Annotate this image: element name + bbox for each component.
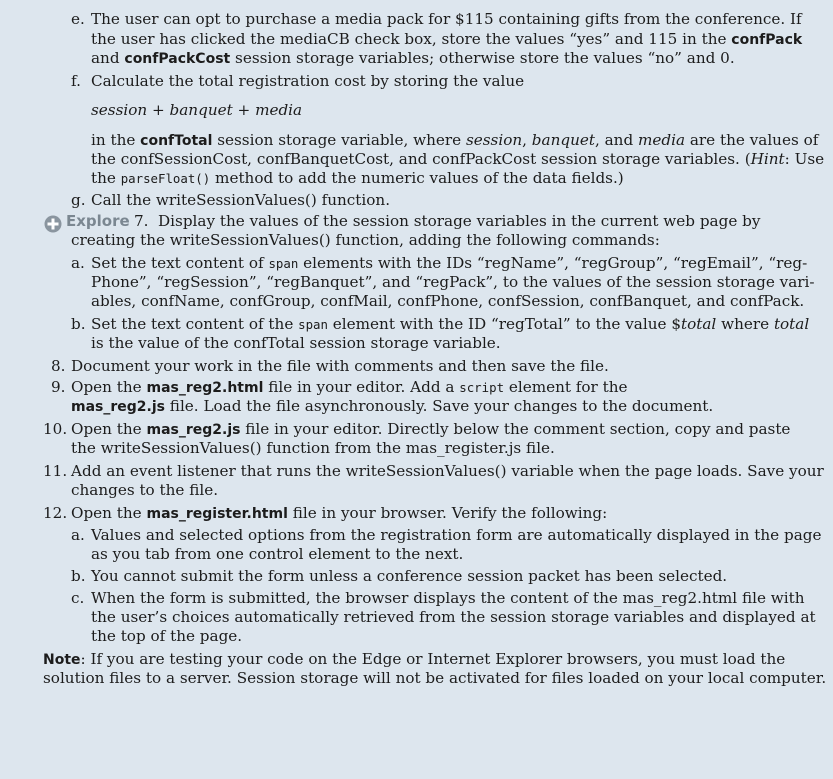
text: total	[773, 315, 810, 333]
text: the user’s choices automatically retrieved from the session storage variables and displayed at	[91, 608, 816, 626]
text: ,	[522, 131, 532, 149]
text: banquet	[531, 131, 595, 149]
item-e-line-3	[91, 49, 735, 70]
text: elements with the IDs “regName”, “regGroup”, “regEmail”, “reg-	[298, 254, 808, 272]
formula	[91, 101, 302, 121]
step-marker: 12.	[43, 504, 68, 522]
text: the	[91, 169, 121, 187]
item-g	[71, 191, 390, 211]
item-marker: a.	[71, 254, 85, 272]
text: where	[716, 315, 774, 333]
file-name: mas_reg2.html	[146, 380, 264, 396]
item-7b-line-1	[71, 315, 809, 335]
item-marker: b.	[71, 315, 86, 333]
code-element: span	[268, 256, 299, 271]
item-e-line-1	[71, 10, 802, 30]
step-10-line-1	[43, 420, 790, 441]
text: in the	[91, 131, 141, 149]
text: , and	[594, 131, 638, 149]
step-10-line-2	[71, 439, 555, 459]
text: element for the	[504, 378, 628, 396]
step-12	[43, 504, 607, 525]
item-7a-line-3	[91, 292, 804, 312]
text: session storage variables; otherwise store the values “no” and 0.	[230, 49, 735, 67]
text: session storage variable, where	[212, 131, 466, 149]
text: Open the	[71, 420, 147, 438]
item-marker: e.	[71, 10, 85, 28]
item-12a-line-1	[71, 526, 821, 546]
code-identifier: confPack	[731, 32, 803, 48]
step-text: Document your work in the file with comments and then save the file.	[71, 357, 609, 375]
code-identifier: confPackCost	[124, 51, 231, 67]
item-marker: c.	[71, 589, 85, 607]
text: Open the	[71, 378, 147, 396]
code-identifier: confTotal	[140, 133, 213, 149]
note-text: solution files to a server. Session storage will not be activated for files loaded on your local computer.	[43, 669, 827, 687]
text: file in your editor. Directly below the comment section, copy and paste	[240, 420, 791, 438]
code-element: span	[298, 317, 328, 332]
text: Values and selected options from the registration form are automatically displayed in the page	[91, 526, 822, 544]
text: and	[91, 49, 125, 67]
explore-label: Explore	[66, 212, 130, 230]
item-12a-line-2	[91, 545, 463, 565]
item-12c-line-3	[91, 627, 242, 647]
note-text: : If you are testing your code on the Edge or Internet Explorer browsers, you must load the	[80, 650, 786, 668]
text: session	[465, 131, 523, 149]
step-8	[51, 357, 609, 377]
item-7a-line-1	[71, 254, 807, 274]
formula-text: session + banquet + media	[91, 101, 303, 119]
step-marker: 7.	[134, 212, 149, 230]
code-element: script	[459, 380, 505, 395]
plus-circle-icon	[44, 215, 62, 233]
note-line-2	[43, 669, 826, 689]
item-12c-line-2	[91, 608, 816, 628]
text: ables, confName, confGroup, confMail, confPhone, confSession, confBanquet, and confPack.	[91, 292, 805, 310]
hint-label: Hint	[750, 150, 785, 168]
step-marker: 8.	[51, 357, 66, 375]
step-7-line-2	[71, 231, 660, 251]
item-f-line-4	[91, 169, 624, 189]
step-marker: 10.	[43, 420, 68, 438]
item-marker: a.	[71, 526, 85, 544]
item-12c-line-1	[71, 589, 805, 609]
text: Phone”, “regSession”, “regBanquet”, and “regPack”, to the values of the session storage vari-	[91, 273, 815, 291]
text: method to add the numeric values of the data fields.)	[210, 169, 624, 187]
text: the writeSessionValues() function from the mas_register.js file.	[71, 439, 555, 457]
step-marker: 9.	[51, 378, 66, 396]
step-9-line-1	[51, 378, 628, 399]
text: file. Load the file asynchronously. Save your changes to the document.	[164, 397, 714, 415]
item-marker: f.	[71, 72, 81, 90]
text: as you tab from one control element to the next.	[91, 545, 464, 563]
text: the top of the page.	[91, 627, 243, 645]
text: Open the	[71, 504, 147, 522]
item-f-line-3	[91, 150, 824, 170]
text: You cannot submit the form unless a conference session packet has been selected.	[91, 567, 728, 585]
item-text: The user can opt to purchase a media pack for $115 containing gifts from the conference. If	[91, 10, 802, 28]
text: element with the ID “regTotal” to the value $	[327, 315, 681, 333]
item-text: Call the writeSessionValues() function.	[91, 191, 391, 209]
item-f-line-2	[91, 131, 818, 152]
file-name: mas_reg2.js	[146, 422, 241, 438]
item-marker: b.	[71, 567, 86, 585]
note-line-1	[43, 650, 785, 671]
text: file in your editor. Add a	[263, 378, 460, 396]
item-text: Calculate the total registration cost by storing the value	[91, 72, 525, 90]
text: Set the text content of	[91, 254, 269, 272]
text: the confSessionCost, confBanquetCost, and confPackCost session storage variables. (	[91, 150, 751, 168]
text: When the form is submitted, the browser displays the content of the mas_reg2.html file with	[91, 589, 805, 607]
step-11-line-1	[43, 462, 824, 482]
step-marker: 11.	[43, 462, 68, 480]
text: is the value of the confTotal session storage variable.	[91, 334, 501, 352]
step-11-line-2	[71, 481, 218, 501]
item-marker: g.	[71, 191, 86, 209]
file-name: mas_register.html	[146, 506, 288, 522]
text: media	[638, 131, 686, 149]
item-12b	[71, 567, 727, 587]
text: changes to the file.	[71, 481, 219, 499]
step-9-line-2	[71, 397, 713, 418]
item-e-line-2	[91, 30, 802, 51]
text: the user has clicked the mediaCB check box, store the values “yes” and 115 in the	[91, 30, 732, 48]
text: total	[680, 315, 717, 333]
text: file in your browser. Verify the following:	[287, 504, 608, 522]
step-7-line-1	[134, 212, 760, 232]
text: Add an event listener that runs the writeSessionValues() variable when the page loads. Save your	[71, 462, 824, 480]
item-7a-line-2	[91, 273, 815, 293]
item-7b-line-2	[91, 334, 501, 354]
text: : Use	[784, 150, 825, 168]
text: Set the text content of the	[91, 315, 299, 333]
file-name: mas_reg2.js	[71, 399, 165, 415]
step-text: Display the values of the session storage variables in the current web page by	[158, 212, 761, 230]
item-f-line-1	[71, 72, 524, 92]
text: are the values of	[685, 131, 819, 149]
note-label: Note	[43, 652, 81, 668]
step-text: creating the writeSessionValues() function, adding the following commands:	[71, 231, 660, 249]
code-method: parseFloat()	[120, 171, 211, 186]
